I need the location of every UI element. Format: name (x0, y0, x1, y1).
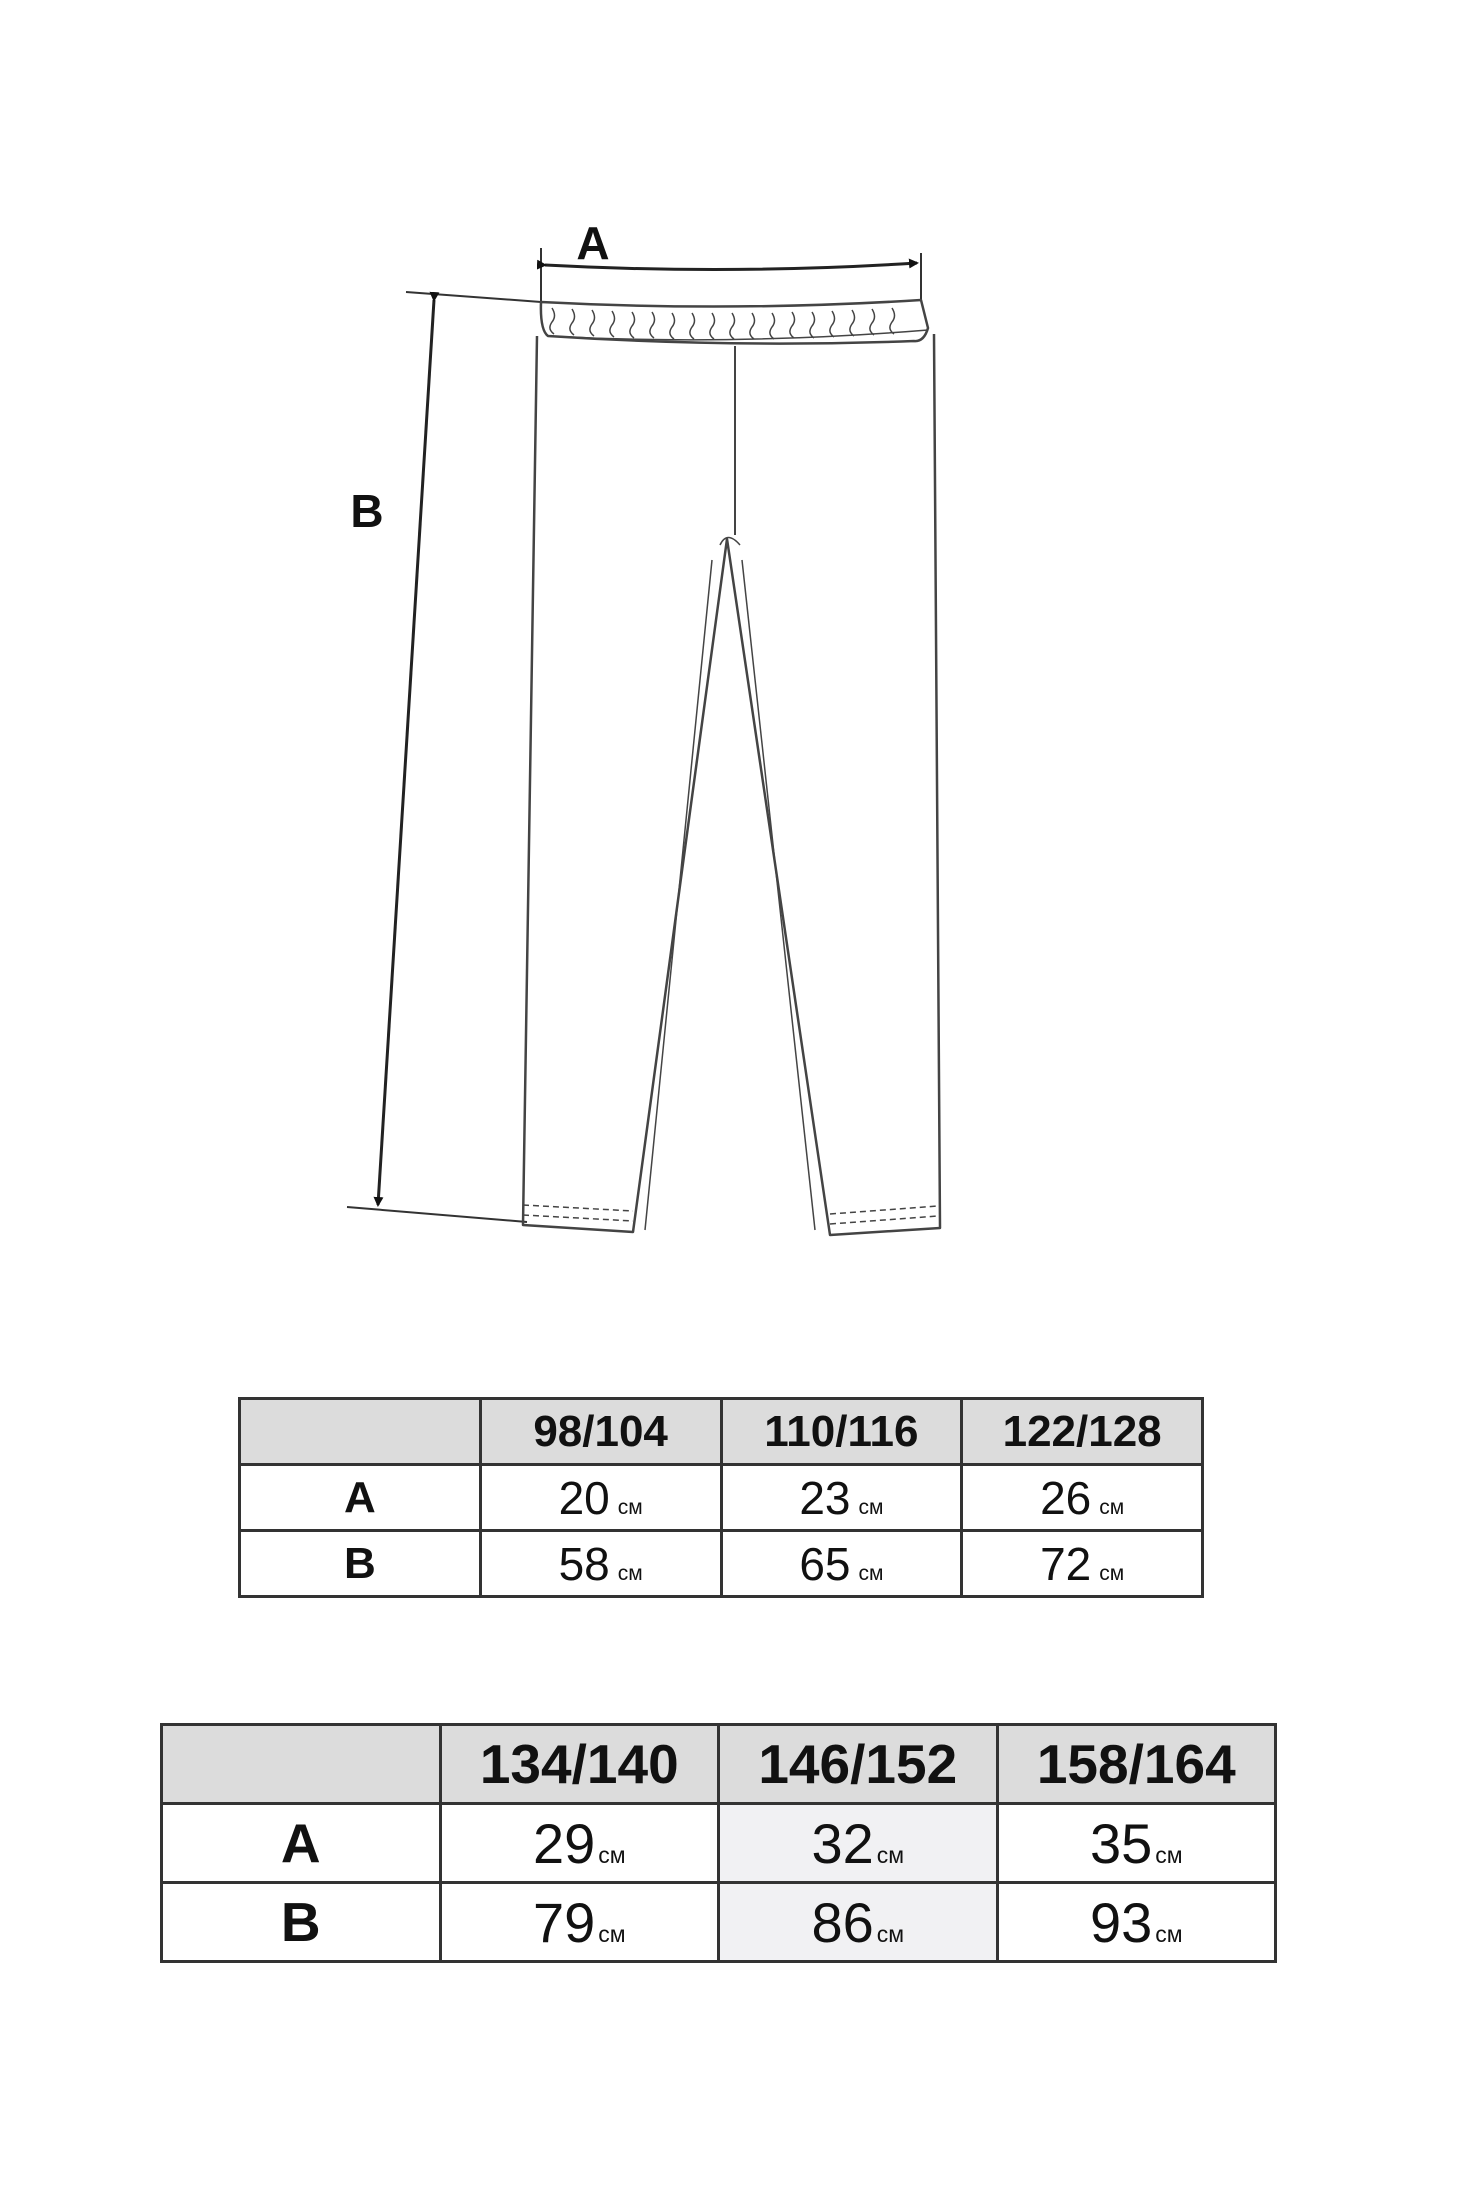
table-header-row (240, 1399, 1203, 1465)
measurement-value: 35 (1089, 1811, 1153, 1875)
unit-label: см (1099, 1495, 1125, 1519)
measurement-value: 93 (1089, 1890, 1153, 1954)
dimension-a (541, 217, 921, 302)
measurement-cell (480, 1531, 721, 1597)
table-row (240, 1531, 1203, 1597)
row-label-b: B (240, 1531, 481, 1597)
unit-label: см (617, 1495, 643, 1519)
size-header: 122/128 (962, 1399, 1203, 1465)
measurement-value: 79 (532, 1890, 596, 1954)
row-label-a: A (240, 1465, 481, 1531)
table-row (162, 1883, 1276, 1962)
measurement-cell (962, 1531, 1203, 1597)
size-table-large (160, 1723, 1277, 1963)
unit-label: см (598, 1841, 626, 1868)
measurement-value: 26 (1040, 1471, 1092, 1524)
measurement-value: 32 (811, 1811, 874, 1875)
measurement-value: 58 (558, 1537, 610, 1590)
measurement-cell (480, 1465, 721, 1531)
size-header: 98/104 (480, 1399, 721, 1465)
unit-label: см (858, 1495, 884, 1519)
unit-label: см (1099, 1561, 1125, 1585)
measurement-value: 20 (558, 1471, 610, 1524)
size-header: 110/116 (721, 1399, 962, 1465)
table-row (162, 1804, 1276, 1883)
dimension-b (347, 292, 541, 1222)
unit-label: см (876, 1920, 905, 1947)
dimension-a-label: A (576, 217, 610, 269)
measurement-value: 72 (1040, 1537, 1092, 1590)
measurement-cell (721, 1531, 962, 1597)
size-header: 158/164 (997, 1725, 1276, 1804)
unit-label: см (1155, 1920, 1183, 1947)
measurement-value: 23 (799, 1471, 851, 1524)
measurement-cell (440, 1804, 719, 1883)
measurement-cell (719, 1804, 998, 1883)
unit-label: см (858, 1561, 884, 1585)
size-table-small (238, 1397, 1204, 1598)
measurement-value: 29 (532, 1811, 596, 1875)
measurement-cell (997, 1883, 1276, 1962)
table-corner-cell (162, 1725, 441, 1804)
unit-label: см (1155, 1841, 1183, 1868)
unit-label: см (617, 1561, 643, 1585)
measurement-value: 65 (799, 1537, 851, 1590)
table-corner-cell (240, 1399, 481, 1465)
table-row (240, 1465, 1203, 1531)
size-header: 134/140 (440, 1725, 719, 1804)
unit-label: см (876, 1841, 905, 1868)
unit-label: см (598, 1920, 626, 1947)
table-header-row (162, 1725, 1276, 1804)
row-label-b: B (162, 1883, 441, 1962)
measurement-value: 86 (811, 1890, 874, 1954)
row-label-a: A (162, 1804, 441, 1883)
measurement-cell (962, 1465, 1203, 1531)
dimension-b-label: B (350, 485, 384, 537)
measurement-cell (719, 1883, 998, 1962)
size-header: 146/152 (719, 1725, 998, 1804)
measurement-cell (440, 1883, 719, 1962)
measurement-cell (997, 1804, 1276, 1883)
measurement-cell (721, 1465, 962, 1531)
pants-outline (523, 300, 940, 1235)
